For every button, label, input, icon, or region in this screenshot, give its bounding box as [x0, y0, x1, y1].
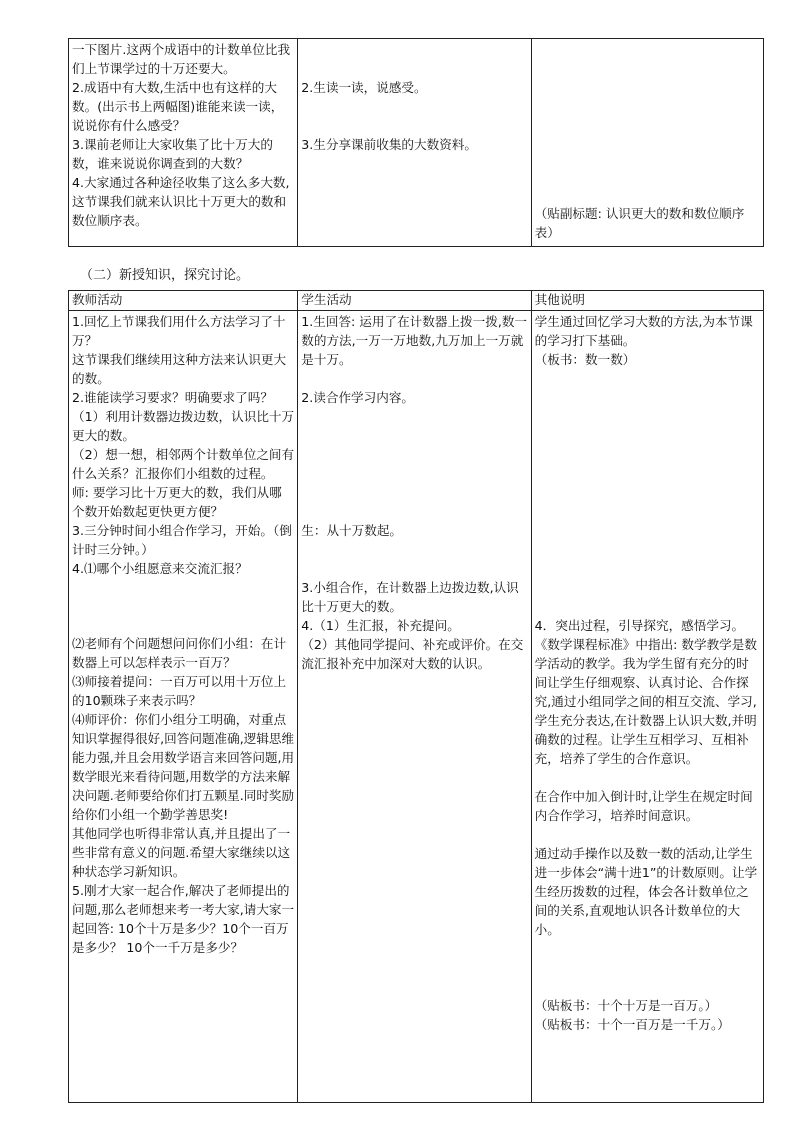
student-activity-cell: [298, 311, 531, 1103]
lesson-table-new-knowledge: [68, 290, 764, 1103]
teacher-line: ⑶师接着提问：一百万可以用十万位上的10颗珠子来表示吗？: [72, 674, 287, 708]
student-activity-cell: [298, 39, 531, 247]
teacher-line: 4.大家通过各种途径收集了这么多大数,这节课我们就来认识比十万更大的数和数位顺序表。: [72, 175, 290, 228]
notes-line: （板书：数一数）: [534, 352, 636, 367]
table-row: [69, 39, 764, 247]
table-header-row: [69, 291, 764, 311]
student-line: 3.小组合作，在计数器上边拨边数,认识比十万更大的数。: [301, 580, 519, 614]
student-line: 1.生回答: 运用了在计数器上拨一拨,数一数的方法,一万一万地数,九万加上一万就是十万。: [301, 314, 528, 367]
notes-line: 4．突出过程，引导探究，感悟学习。《数学课程标准》中指出: 数学教学是数学活动的教学。我为学生留有充分的时间让学生仔细观察、认真讨论、合作探究,通过小组同学之间的相互交流、学习,学生充分表达,在计数器上认识大数,并明确数的过程。让学生互相学习、互相补充，培养了学生的合作意识。: [534, 618, 757, 766]
student-line: （2）其他同学提问、补充或评价。在交流汇报补充中加深对大数的认识。: [301, 637, 524, 671]
student-line: 3.生分享课前收集的大数资料。: [301, 137, 477, 152]
teacher-line: 4.⑴哪个小组愿意来交流汇报？: [72, 561, 248, 576]
table-row: [69, 311, 764, 1103]
student-line: 2.生读一读，说感受。: [301, 80, 427, 95]
teacher-line: ⑷师评价：你们小组分工明确，对重点知识掌握得很好,回答问题准确,逻辑思维能力强,并且会用数学语言来回答问题,用数学眼光来看待问题,用数学的方法来解决问题.老师要给你们打五颗星.同时奖励给你们小组一个勤学善思奖!: [72, 712, 295, 822]
student-line: 2.读合作学习内容。: [301, 390, 415, 405]
teacher-activity-cell: [69, 311, 298, 1103]
teacher-line: 这节课我们继续用这种方法来认识更大的数。: [72, 352, 287, 386]
section-heading: （二）新授知识，探究讨论。: [80, 268, 250, 283]
teacher-line: 2.谁能读学习要求？明确要求了吗？: [72, 390, 273, 405]
student-line: 生：从十万数起。: [301, 523, 402, 538]
notes-line: 学生通过回忆学习大数的方法,为本节课的学习打下基础。: [534, 314, 753, 348]
teacher-line: （1）利用计数器边拨边数，认识比十万更大的数。: [72, 409, 295, 443]
teacher-line: 其他同学也听得非常认真,并且提出了一些非常有意义的问题.希望大家继续以这种状态学习新知识。: [72, 826, 291, 879]
teacher-line: 一下图片.这两个成语中的计数单位比我们上节课学过的十万还要大。: [72, 42, 291, 76]
teacher-line: 1.回忆上节课我们用什么方法学习了十万？: [72, 314, 286, 348]
teacher-line: 3.三分钟时间小组合作学习，开始。（倒计时三分钟。）: [72, 523, 292, 557]
notes-cell: [531, 39, 763, 247]
teacher-line: （2）想一想，相邻两个计数单位之间有什么关系？汇报你们小组数的过程。: [72, 447, 295, 481]
teacher-line: 3.课前老师让大家收集了比十万大的数，谁来说说你调查到的大数？: [72, 137, 273, 171]
notes-line: 在合作中加入倒计时,让学生在规定时间内合作学习，培养时间意识。: [534, 789, 753, 823]
notes-line: （贴副标题: 认识更大的数和数位顺序表）: [534, 206, 745, 240]
header-student: 学生活动: [298, 291, 531, 311]
notes-line: （贴板书：十个十万是一百万。）: [534, 998, 718, 1013]
teacher-line: 师: 要学习比十万更大的数，我们从哪个数开始数起更快更方便？: [72, 485, 282, 519]
student-line: 4.（1）生汇报，补充提问。: [301, 618, 460, 633]
teacher-line: 5.刚才大家一起合作,解决了老师提出的问题,那么老师想来考一考大家,请大家一起回答: 10个十万是多少？10个一百万是多少？ 10个一千万是多少？: [72, 883, 295, 955]
teacher-line: 2.成语中有大数,生活中也有这样的大数。(出示书上两幅图)谁能来读一读，说说你有什么感受？: [72, 80, 284, 133]
teacher-activity-cell: [69, 39, 298, 247]
notes-line: 通过动手操作以及数一数的活动,让学生进一步体会“满十进1”的计数原则。让学生经历拨数的过程，体会各计数单位之间的关系,直观地认识各计数单位的大小。: [534, 846, 758, 937]
header-notes: 其他说明: [531, 291, 763, 311]
notes-cell: [531, 311, 763, 1103]
header-teacher: 教师活动: [69, 291, 298, 311]
teacher-line: ⑵老师有个问题想问问你们小组：在计数器上可以怎样表示一百万？: [72, 636, 287, 670]
lesson-table-intro: [68, 38, 764, 247]
notes-line: （贴板书：十个一百万是一千万。）: [534, 1017, 730, 1032]
